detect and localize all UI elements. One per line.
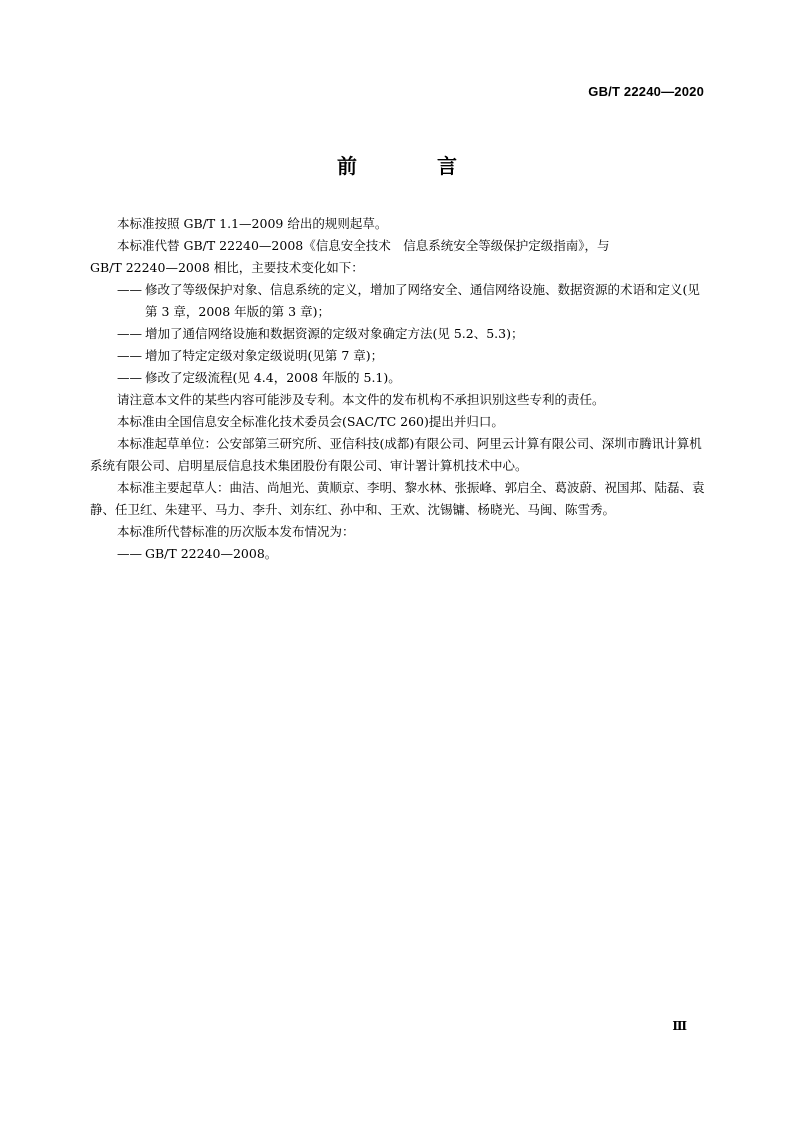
dash-mark: —— bbox=[117, 326, 142, 341]
page-number: Ⅲ bbox=[672, 1019, 687, 1033]
dash-mark: —— bbox=[117, 370, 142, 385]
list-item-text: 修改了定级流程(见 4.4，2008 年版的 5.1)。 bbox=[145, 370, 401, 385]
list-item bbox=[90, 367, 706, 389]
dash-mark: —— bbox=[117, 348, 142, 363]
list-item bbox=[90, 279, 706, 323]
paragraph-replacement: 本标准代替 GB/T 22240—2008《信息安全技术 信息系统安全等级保护定级指南》，与 bbox=[117, 238, 610, 253]
paragraph-replacement-cont: GB/T 22240—2008 相比，主要技术变化如下： bbox=[90, 260, 364, 275]
list-item-text: 增加了特定定级对象定级说明(见第 7 章)； bbox=[145, 348, 384, 363]
paragraph-committee: 本标准由全国信息安全标准化技术委员会(SAC/TC 260)提出并归口。 bbox=[117, 414, 504, 429]
page-title: 前 言 bbox=[337, 154, 487, 178]
paragraph-history: 本标准所代替标准的历次版本发布情况为： bbox=[117, 524, 355, 539]
list-item-text: 修改了等级保护对象、信息系统的定义，增加了网络安全、通信网络设施、数据资源的术语和定义(见第 3 章，2008 年版的第 3 章)； bbox=[145, 282, 700, 319]
standard-code: GB/T 22240—2020 bbox=[588, 84, 704, 99]
list-item-text: GB/T 22240—2008。 bbox=[145, 546, 278, 561]
paragraph-patent-notice: 请注意本文件的某些内容可能涉及专利。本文件的发布机构不承担识别这些专利的责任。 bbox=[117, 392, 605, 407]
foreword-body bbox=[90, 213, 706, 565]
paragraph-drafting-units: 本标准起草单位：公安部第三研究所、亚信科技(成都)有限公司、阿里云计算有限公司、深圳市腾讯计算机系统有限公司、启明星辰信息技术集团股份有限公司、审计署计算机技术中心。 bbox=[90, 436, 702, 473]
list-item bbox=[90, 345, 706, 367]
paragraph-drafters: 本标准主要起草人：曲洁、尚旭光、黄顺京、李明、黎水林、张振峰、郭启全、葛波蔚、祝国邦、陆磊、袁静、任卫红、朱建平、马力、李升、刘东红、孙中和、王欢、沈锡镛、杨晓光、马闽、陈雪秀。 bbox=[90, 480, 705, 517]
dash-mark: —— bbox=[117, 546, 142, 561]
list-item bbox=[90, 323, 706, 345]
list-item-text: 增加了通信网络设施和数据资源的定级对象确定方法(见 5.2、5.3)； bbox=[145, 326, 524, 341]
list-item bbox=[90, 543, 706, 565]
paragraph-drafting-rule: 本标准按照 GB/T 1.1—2009 给出的规则起草。 bbox=[117, 216, 388, 231]
dash-mark: —— bbox=[117, 282, 142, 297]
